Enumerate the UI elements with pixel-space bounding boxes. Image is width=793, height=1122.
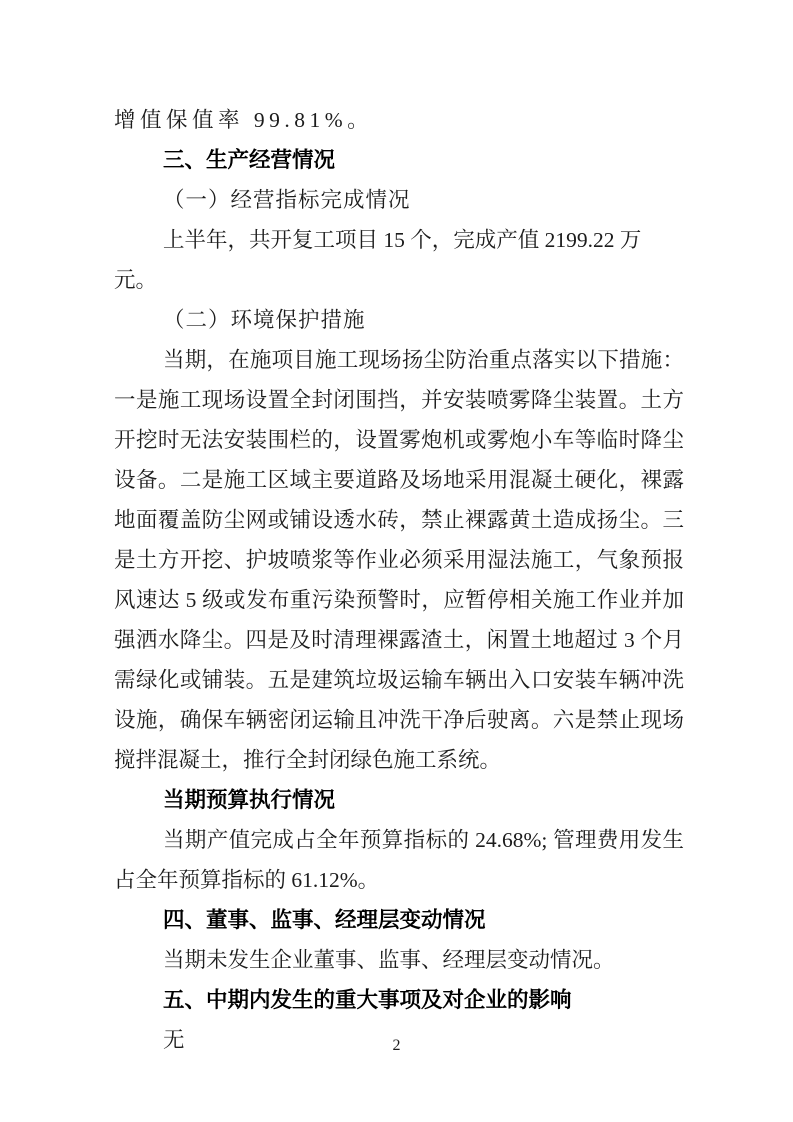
document-content bbox=[114, 100, 684, 1060]
section-3-sub-2-heading: （二）环境保护措施 bbox=[163, 308, 366, 332]
section-3-heading: 三、生产经营情况 bbox=[163, 148, 336, 172]
budget-execution-paragraph: 当期产值完成占全年预算指标的 24.68%; 管理费用发生占全年预算指标的 61.12%。 bbox=[114, 828, 684, 892]
section-3-sub-1-heading: （一）经营指标完成情况 bbox=[163, 188, 411, 212]
budget-execution-heading: 当期预算执行情况 bbox=[163, 788, 336, 812]
section-4-heading: 四、董事、监事、经理层变动情况 bbox=[163, 908, 486, 932]
environmental-measures-paragraph: 当期，在施项目施工现场扬尘防治重点落实以下措施：一是施工现场设置全封闭围挡，并安装喷雾降尘装置。土方开挖时无法安装围栏的，设置雾炮机或雾炮小车等临时降尘设备。二是施工区域主要道路及场地采用混凝土硬化，裸露地面覆盖防尘网或铺设透水砖，禁止裸露黄土造成扬尘。三是土方开挖、护坡喷浆等作业必须采用湿法施工，气象预报风速达 5 级或发布重污染预警时，应暂停相关施工作业并加强洒水降尘。四是及时清理裸露渣土，闲置土地超过 3 个月需绿化或铺装。五是建筑垃圾运输车辆出入口安装车辆冲洗设施，确保车辆密闭运输且冲洗干净后驶离。六是禁止现场搅拌混凝土，推行全封闭绿色施工系统。 bbox=[114, 348, 684, 772]
major-events-paragraph: 无 bbox=[163, 1028, 185, 1052]
operating-indicators-paragraph: 上半年，共开复工项目 15 个，完成产值 2199.22 万元。 bbox=[114, 228, 642, 292]
section-5-heading: 五、中期内发生的重大事项及对企业的影响 bbox=[163, 988, 572, 1012]
directors-change-paragraph: 当期未发生企业董事、监事、经理层变动情况。 bbox=[163, 948, 615, 972]
carryover-paragraph-line: 增值保值率 99.81%。 bbox=[114, 108, 374, 132]
page-number: 2 bbox=[392, 1037, 401, 1054]
